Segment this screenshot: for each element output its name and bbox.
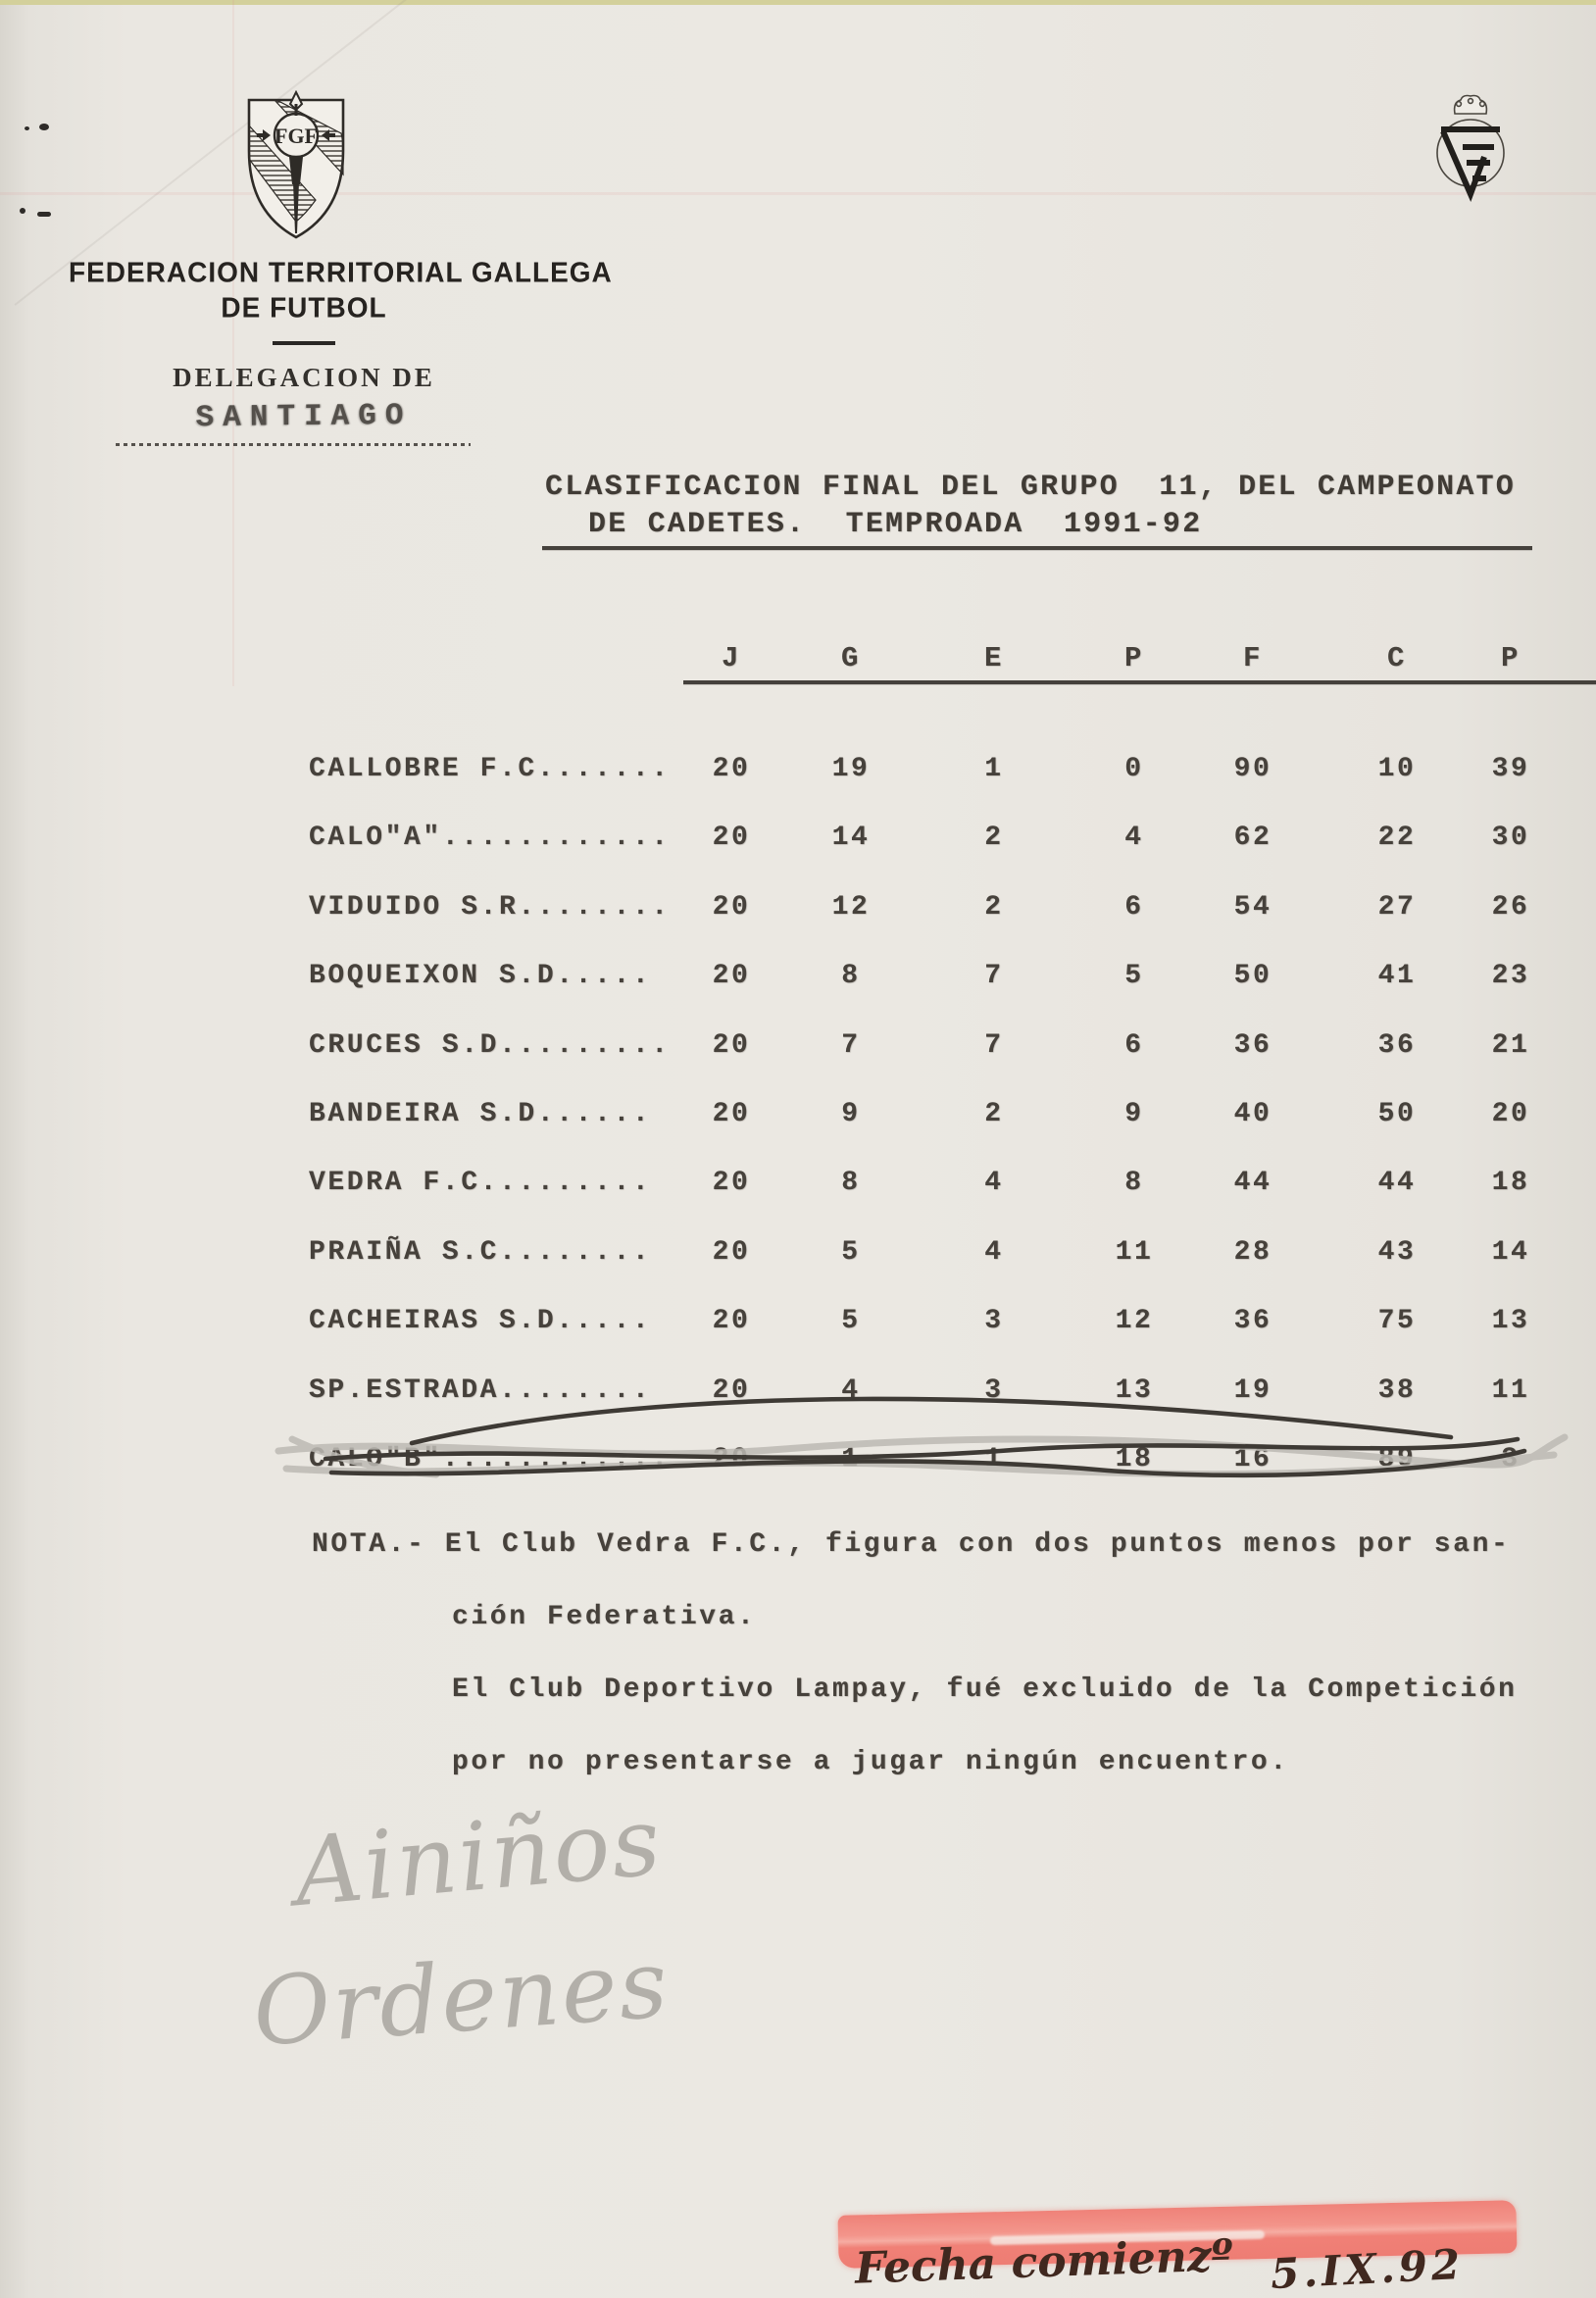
stat-cell: 16 — [1233, 1444, 1272, 1474]
stat-cell: 23 — [1491, 961, 1530, 991]
stat-cell: 27 — [1377, 892, 1417, 923]
stat-cell: 90 — [1233, 754, 1272, 784]
title-underline — [542, 546, 1532, 550]
note-line-2: ción Federativa. — [452, 1602, 757, 1632]
stat-cell: 50 — [1377, 1099, 1417, 1129]
scan-edge-strip — [0, 0, 1596, 5]
stat-cell: 18 — [1491, 1168, 1530, 1198]
stat-cell: 14 — [1491, 1237, 1530, 1268]
team-name: CRUCES S.D......... — [309, 1030, 671, 1061]
team-name: BANDEIRA S.D...... — [309, 1099, 652, 1129]
stat-cell: 7 — [984, 1030, 1004, 1061]
pencil-handwriting-line2: Ordenes — [249, 1928, 673, 2068]
stat-cell: 9 — [841, 1099, 861, 1129]
org-name-line1: FEDERACION TERRITORIAL GALLEGA — [69, 256, 613, 288]
stat-cell: 3 — [984, 1306, 1004, 1336]
stat-cell: 12 — [831, 892, 871, 923]
stat-cell: 18 — [1115, 1444, 1154, 1474]
stat-cell: 20 — [712, 1099, 751, 1129]
stat-cell: 13 — [1115, 1375, 1154, 1406]
stat-cell: 20 — [712, 892, 751, 923]
team-name: CALO"A"............ — [309, 823, 671, 853]
standings-row — [0, 823, 1596, 856]
letterhead-dotted-line — [116, 443, 471, 446]
stat-cell: 50 — [1233, 961, 1272, 991]
standings-row — [0, 754, 1596, 787]
city-stamp: SANTIAGO — [195, 398, 413, 436]
team-name: VIDUIDO S.R........ — [309, 892, 671, 923]
stat-cell: 39 — [1491, 754, 1530, 784]
stat-cell: 9 — [1124, 1099, 1144, 1129]
stat-cell: 0 — [1124, 754, 1144, 784]
stat-cell: 4 — [1124, 823, 1144, 853]
stat-cell: 6 — [1124, 892, 1144, 923]
stat-cell: 19 — [1233, 1375, 1272, 1406]
pencil-handwriting-line1: Ainiños — [289, 1785, 667, 1928]
ink-speck — [25, 126, 29, 130]
stat-cell: 36 — [1233, 1306, 1272, 1336]
standings-row — [0, 1168, 1596, 1201]
column-header-0: J — [721, 642, 741, 674]
standings-column-headers — [0, 642, 1596, 677]
stat-cell: 21 — [1491, 1030, 1530, 1061]
column-header-4: F — [1242, 642, 1263, 674]
column-header-5: C — [1386, 642, 1407, 674]
document-title-line2: DE CADETES. TEMPROADA 1991-92 — [588, 508, 1203, 541]
stat-cell: 2 — [984, 1099, 1004, 1129]
stat-cell: 11 — [1115, 1237, 1154, 1268]
stat-cell: 44 — [1377, 1168, 1417, 1198]
scan-streak — [0, 192, 1596, 195]
team-name: BOQUEIXON S.D..... — [309, 961, 652, 991]
stat-cell: 10 — [1377, 754, 1417, 784]
standings-row — [0, 961, 1596, 994]
handwritten-highlight-text: Fecha comienzº — [854, 2230, 1234, 2294]
header-underline — [683, 680, 1596, 684]
stat-cell: 54 — [1233, 892, 1272, 923]
stat-cell: 22 — [1377, 823, 1417, 853]
standings-row — [0, 892, 1596, 925]
stat-cell: 43 — [1377, 1237, 1417, 1268]
stat-cell: 20 — [712, 1168, 751, 1198]
note-line-3: El Club Deportivo Lampay, fué excluido de la Competición — [452, 1674, 1518, 1705]
stat-cell: 1 — [984, 754, 1004, 784]
column-header-3: P — [1123, 642, 1144, 674]
document-title-line1: CLASIFICACION FINAL DEL GRUPO 11, DEL CAMPEONATO — [545, 471, 1516, 504]
stat-cell: 41 — [1377, 961, 1417, 991]
delegation-label: DELEGACION DE — [173, 363, 435, 392]
stat-cell: 7 — [984, 961, 1004, 991]
stat-cell: 8 — [1124, 1168, 1144, 1198]
stat-cell: 20 — [712, 1237, 751, 1268]
column-header-6: P — [1500, 642, 1521, 674]
stat-cell: 13 — [1491, 1306, 1530, 1336]
team-name: CALO"B"............ — [309, 1444, 671, 1474]
standings-row — [0, 1306, 1596, 1339]
stat-cell: 5 — [841, 1306, 861, 1336]
stat-cell: 11 — [1491, 1375, 1530, 1406]
stat-cell: 20 — [712, 1444, 751, 1474]
stat-cell: 5 — [841, 1237, 861, 1268]
stat-cell: 7 — [841, 1030, 861, 1061]
team-name: PRAIÑA S.C........ — [309, 1237, 652, 1268]
ink-speck — [39, 124, 49, 130]
strikethrough-annotation — [274, 1380, 1578, 1508]
stat-cell: 2 — [984, 892, 1004, 923]
note-line-4: por no presentarse a jugar ningún encuentro. — [452, 1747, 1289, 1777]
stat-cell: 5 — [1124, 961, 1144, 991]
stat-cell: 20 — [712, 961, 751, 991]
standings-row — [0, 1030, 1596, 1064]
letterhead-divider — [273, 341, 335, 345]
stat-cell: 20 — [712, 1030, 751, 1061]
column-header-1: G — [840, 642, 861, 674]
stat-cell: 40 — [1233, 1099, 1272, 1129]
stat-cell: 20 — [712, 1306, 751, 1336]
org-name-line2: DE FUTBOL — [221, 291, 387, 324]
note-line-1: NOTA.- El Club Vedra F.C., figura con dos puntos menos por san- — [312, 1529, 1511, 1560]
team-name: VEDRA F.C......... — [309, 1168, 652, 1198]
stat-cell: 28 — [1233, 1237, 1272, 1268]
stat-cell: 26 — [1491, 892, 1530, 923]
standings-row — [0, 1099, 1596, 1132]
stat-cell: 30 — [1491, 823, 1530, 853]
stat-cell: 44 — [1233, 1168, 1272, 1198]
stat-cell: 3 — [984, 1375, 1004, 1406]
stat-cell: 38 — [1377, 1375, 1417, 1406]
team-name: CACHEIRAS S.D..... — [309, 1306, 652, 1336]
ink-speck — [20, 208, 25, 214]
stat-cell: 19 — [831, 754, 871, 784]
stat-cell: 20 — [712, 754, 751, 784]
standings-row — [0, 1237, 1596, 1271]
stat-cell: 36 — [1233, 1030, 1272, 1061]
ink-speck — [37, 212, 51, 217]
svg-text:FGF: FGF — [274, 124, 318, 148]
stat-cell: 20 — [712, 1375, 751, 1406]
stat-cell: 4 — [984, 1168, 1004, 1198]
stat-cell: 4 — [841, 1375, 861, 1406]
stat-cell: 1 — [984, 1444, 1004, 1474]
stat-cell: 8 — [841, 961, 861, 991]
team-name: SP.ESTRADA........ — [309, 1375, 652, 1406]
stat-cell: 4 — [984, 1237, 1004, 1268]
stat-cell: 6 — [1124, 1030, 1144, 1061]
scan-streak — [232, 0, 234, 686]
crowned-federation-crest-icon — [1423, 92, 1518, 210]
team-name: CALLOBRE F.C....... — [309, 754, 671, 784]
stat-cell: 8 — [841, 1168, 861, 1198]
stat-cell: 62 — [1233, 823, 1272, 853]
stat-cell: 14 — [831, 823, 871, 853]
stat-cell: 75 — [1377, 1306, 1417, 1336]
stat-cell: 89 — [1377, 1444, 1417, 1474]
column-header-2: E — [983, 642, 1004, 674]
handwritten-highlight-date: 5.IX.92 — [1269, 2239, 1466, 2298]
stat-cell: 1 — [841, 1444, 861, 1474]
stat-cell: 36 — [1377, 1030, 1417, 1061]
stat-cell: 12 — [1115, 1306, 1154, 1336]
galician-federation-shield-icon — [241, 90, 351, 243]
stat-cell: 3 — [1501, 1444, 1521, 1474]
stat-cell: 2 — [984, 823, 1004, 853]
stat-cell: 20 — [712, 823, 751, 853]
stat-cell: 20 — [1491, 1099, 1530, 1129]
